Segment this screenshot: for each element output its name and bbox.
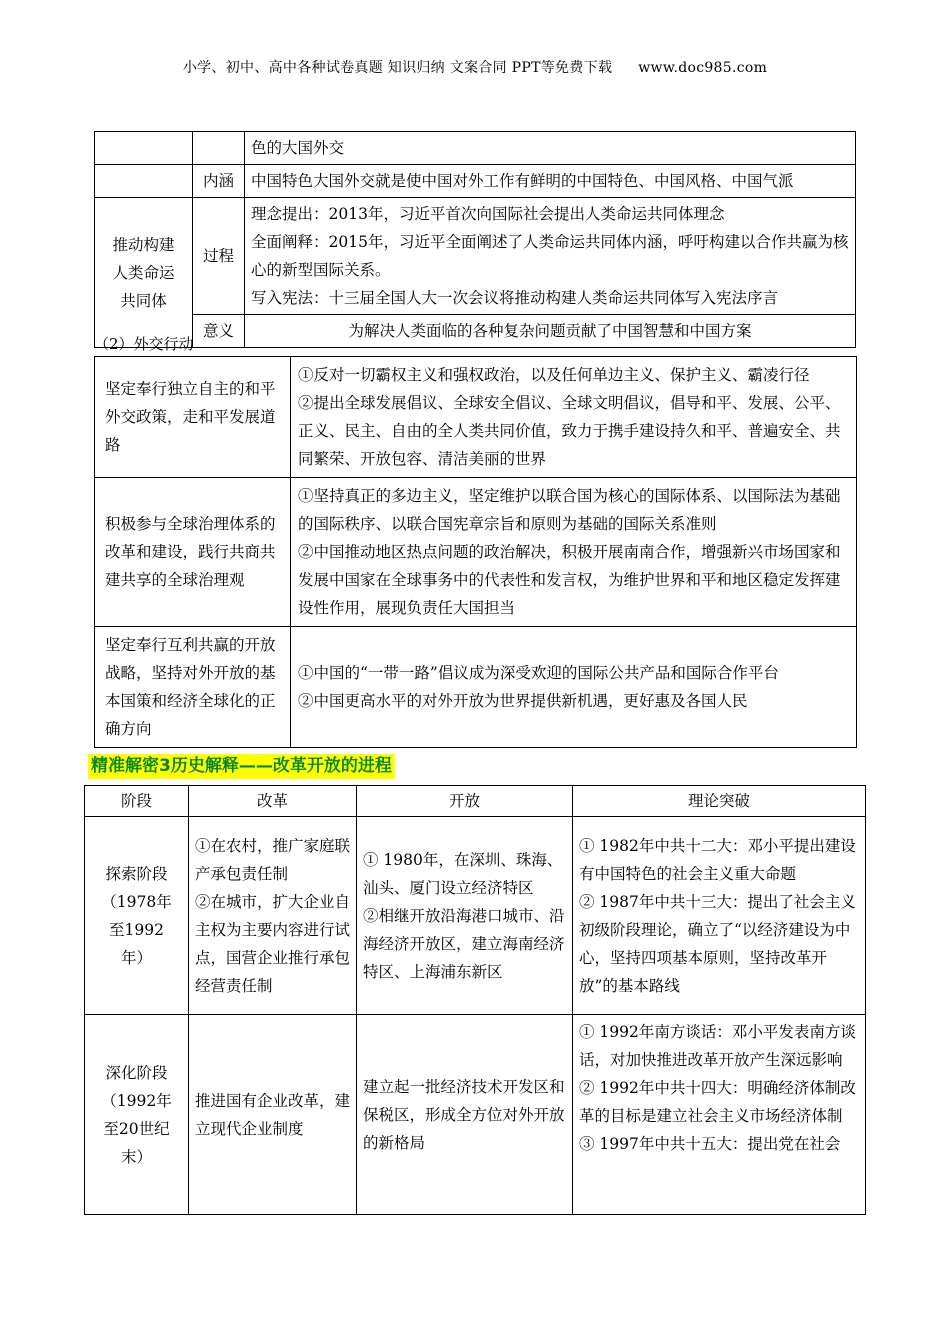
opening-cell [357, 817, 573, 1015]
opening-line: ① 1980年，在深圳、珠海、汕头、厦门设立经济特区 [363, 850, 563, 897]
diplomatic-action-table [94, 356, 857, 748]
header-stage: 阶段 [85, 786, 189, 817]
row2-line: 全面阐释：2015年，习近平全面阐述了人类命运共同体内涵，呼吁构建以合作共赢为核心的新型国际关系。 [251, 233, 849, 279]
group-title: 推动构建人类命运共同体 [95, 198, 193, 348]
theory-line: ② 1987年中共十三大：提出了社会主义初级阶段理论，确立了“以经济建设为中心，坚持四项基本原则，坚持改革开放”的基本路线 [579, 892, 856, 995]
row1-label: 内涵 [193, 165, 245, 198]
action-line: ②中国更高水平的对外开放为世界提供新机遇，更好惠及各国人民 [298, 692, 748, 710]
theory-line: ② 1992年中共十四大：明确经济体制改革的目标是建立社会主义市场经济体制 [579, 1079, 856, 1125]
theory-line: ③ 1997年中共十五大：提出党在社会 [579, 1135, 841, 1153]
row2-content [245, 198, 856, 315]
action-line: ①坚持真正的多边主义，坚定维护以联合国为核心的国际体系、以国际法为基础的国际秩序、以联合国宪章宗旨和原则为基础的国际关系准则 [298, 487, 841, 533]
header-reform: 改革 [189, 786, 357, 817]
stage-cell: 深化阶段（1992年至20世纪末） [85, 1015, 189, 1215]
action-title: 坚定奉行互利共赢的开放战略，坚持对外开放的基本国策和经济全球化的正确方向 [95, 627, 291, 748]
row2-line: 写入宪法：十三届全国人大一次会议将推动构建人类命运共同体写入宪法序言 [251, 289, 779, 307]
opening-cell [357, 1015, 573, 1215]
header-opening: 开放 [357, 786, 573, 817]
row2-label: 过程 [193, 198, 245, 315]
empty-cell [95, 132, 193, 165]
row3-label: 意义 [193, 315, 245, 348]
header-theory: 理论突破 [573, 786, 866, 817]
section-title: （2）外交行动 [94, 335, 194, 353]
reform-cell [189, 817, 357, 1015]
action-line: ②中国推动地区热点问题的政治解决，积极开展南南合作，增强新兴市场国家和发展中国家在全球事务中的代表性和发言权，为维护世界和平和地区稳定发挥建设性作用，展现负责任大国担当 [298, 543, 841, 617]
action-content [291, 478, 857, 627]
theory-cell [573, 817, 866, 1015]
row3-content: 为解决人类面临的各种复杂问题贡献了中国智慧和中国方案 [245, 315, 856, 348]
stage-cell: 探索阶段（1978年至1992年） [85, 817, 189, 1015]
section-banner: 精准解密3历史解释——改革开放的进程 [88, 754, 395, 779]
reform-cell [189, 1015, 357, 1215]
reform-line: 推进国有企业改革，建立现代企业制度 [195, 1091, 351, 1138]
diplomacy-concept-table [94, 131, 856, 348]
empty-cell [193, 132, 245, 165]
row2-line: 理念提出：2013年，习近平首次向国际社会提出人类命运共同体理念 [251, 205, 725, 223]
reform-line: ①在农村，推广家庭联产承包责任制 [195, 836, 351, 883]
row0-content: 色的大国外交 [245, 132, 856, 165]
theory-line: ① 1992年南方谈话：邓小平发表南方谈话，对加快推进改革开放产生深远影响 [579, 1023, 856, 1069]
row1-content: 中国特色大国外交就是使中国对外工作有鲜明的中国特色、中国风格、中国气派 [245, 165, 856, 198]
opening-line: ②相继开放沿海港口城市、沿海经济开放区，建立海南经济特区、上海浦东新区 [363, 906, 565, 981]
action-content [291, 357, 857, 478]
action-title: 积极参与全球治理体系的改革和建设，践行共商共建共享的全球治理观 [95, 478, 291, 627]
action-line: ①反对一切霸权主义和强权政治，以及任何单边主义、保护主义、霸凌行径 [298, 366, 810, 384]
action-line: ①中国的“一带一路”倡议成为深受欢迎的国际公共产品和国际合作平台 [298, 664, 779, 682]
theory-line: ① 1982年中共十二大：邓小平提出建设有中国特色的社会主义重大命题 [579, 836, 856, 883]
reform-opening-table [84, 785, 866, 1215]
empty-cell [95, 165, 193, 198]
opening-line: 建立起一批经济技术开发区和保税区，形成全方位对外开放的新格局 [363, 1077, 565, 1152]
action-line: ②提出全球发展倡议、全球安全倡议、全球文明倡议，倡导和平、发展、公平、正义、民主、自由的全人类共同价值，致力于携手建设持久和平、普遍安全、共同繁荣、开放包容、清洁美丽的世界 [298, 394, 841, 468]
action-title: 坚定奉行独立自主的和平外交政策，走和平发展道路 [95, 357, 291, 478]
theory-cell [573, 1015, 866, 1215]
page-header [0, 57, 950, 77]
action-content [291, 627, 857, 748]
header-text: 小学、初中、高中各种试卷真题 知识归纳 文案合同 PPT等免费下载 [182, 60, 613, 76]
reform-line: ②在城市，扩大企业自主权为主要内容进行试点，国营企业推行承包经营责任制 [195, 892, 351, 995]
header-url[interactable]: www.doc985.com [638, 60, 768, 76]
